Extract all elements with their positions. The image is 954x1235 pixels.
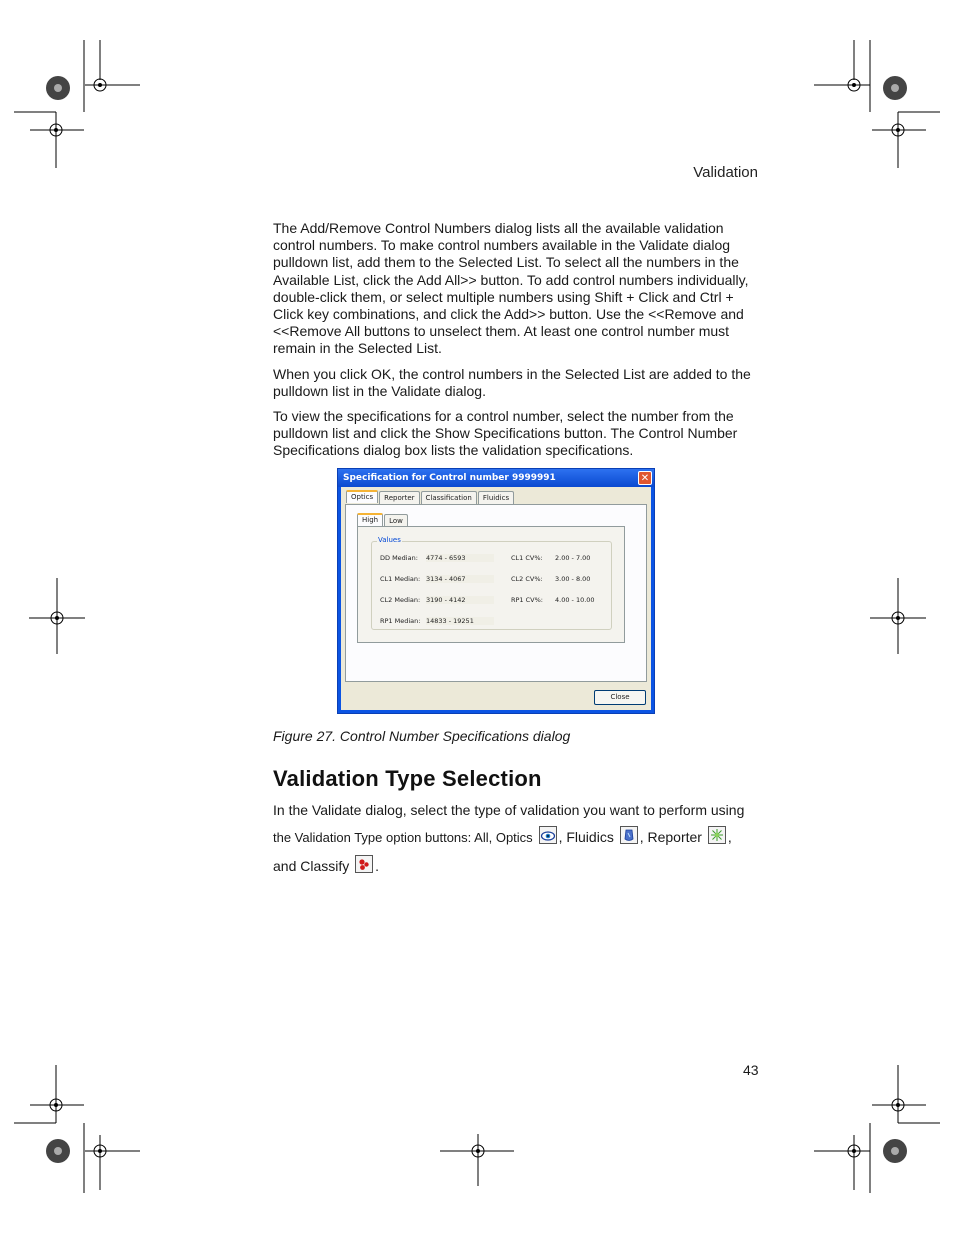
registration-mark-bottom-center — [438, 1130, 518, 1190]
high-tab-panel — [357, 526, 625, 643]
dd-median-value: 4774 - 6593 — [426, 554, 494, 562]
paragraph-view-specs: To view the specifications for a control number, select the number from the pulldown list and click the Show Specifications button. The Control Number Specifications dialog box lists the validation specifications. — [273, 408, 738, 459]
cl1-median-value: 3134 - 4067 — [426, 575, 494, 583]
fluidics-text: , Fluidics — [558, 828, 614, 845]
registration-mark-bottom-right — [800, 1065, 954, 1195]
tab-fluidics[interactable]: Fluidics — [478, 491, 514, 504]
dialog-body — [341, 487, 651, 710]
eye-icon — [539, 826, 557, 844]
section-line-3 — [273, 852, 763, 881]
values-group-label: Values — [378, 535, 401, 544]
registration-mark-top-right — [800, 40, 954, 170]
cl2-median-value: 3190 - 4142 — [426, 596, 494, 604]
rp1-median-value: 14833 - 19251 — [426, 617, 494, 625]
classify-beads-icon — [355, 855, 373, 873]
cl1-median-row — [380, 574, 466, 583]
paragraph-click-ok: When you click OK, the control numbers in the Selected List are added to the pulldown list in the Validate dialog. — [273, 365, 751, 399]
validation-type-text — [273, 802, 763, 881]
fluidics-drop-icon — [620, 826, 638, 844]
subtab-low[interactable]: Low — [384, 514, 408, 527]
reporter-burst-icon — [708, 826, 726, 844]
cl1-median-label: CL1 Median: — [380, 574, 421, 583]
registration-mark-bottom-left — [0, 1065, 160, 1195]
page-number: 43 — [743, 1062, 759, 1078]
reporter-text: , Reporter — [639, 828, 702, 845]
cl2-median-row — [380, 595, 466, 604]
cl2-median-label: CL2 Median: — [380, 595, 421, 604]
page-content — [273, 220, 763, 881]
registration-mark-mid-left — [25, 578, 95, 658]
cl2-cv-label: CL2 CV%: — [511, 574, 543, 583]
subtab-high[interactable]: High — [357, 513, 383, 526]
section-line-2-start: the Validation Type option buttons: All, Optics — [273, 829, 533, 845]
rp1-cv-value: 4.00 - 10.00 — [555, 595, 595, 604]
cl1-cv-row — [511, 553, 591, 562]
cl2-cv-value: 3.00 - 8.00 — [555, 574, 591, 583]
cl1-cv-value: 2.00 - 7.00 — [555, 553, 591, 562]
tab-optics[interactable]: Optics — [346, 490, 378, 503]
tab-classification[interactable]: Classification — [421, 491, 477, 504]
dd-median-label: DD Median: — [380, 553, 418, 562]
dialog-tabs — [346, 491, 515, 504]
rp1-cv-row — [511, 595, 595, 604]
cl2-cv-row — [511, 574, 591, 583]
dialog-title: Specification for Control number 9999991 — [338, 469, 654, 487]
paragraph-add-remove: The Add/Remove Control Numbers dialog lists all the available validation control numbers. To make control numbers available in the Validate dialog pulldown list, add them to the Selected List. To select all the numbers in the Available List, click the Add All>> button. To add control numbers individually, double-click them, or select multiple numbers using Shift + Click and Ctrl + Click key combinations, and click the Add>> button. Use the <<Remove and <<Remove All buttons to unselect them. At least one control number must remain in the Selected List. — [273, 220, 749, 357]
cl1-cv-label: CL1 CV%: — [511, 553, 543, 562]
running-header: Validation — [693, 164, 758, 181]
rp1-cv-label: RP1 CV%: — [511, 595, 543, 604]
spec-dialog-screenshot — [337, 468, 655, 714]
period-text: . — [375, 857, 380, 874]
dd-median-row — [380, 553, 466, 562]
rp1-median-label: RP1 Median: — [380, 616, 421, 625]
comma-text: , — [727, 828, 732, 845]
section-line-1: In the Validate dialog, select the type of validation you want to perform using — [273, 801, 745, 818]
optics-tab-panel — [345, 504, 647, 682]
rp1-median-row — [380, 616, 474, 625]
registration-mark-mid-right — [866, 578, 936, 658]
values-groupbox — [371, 535, 612, 630]
tab-reporter[interactable]: Reporter — [379, 491, 419, 504]
figure-caption: Figure 27. Control Number Specifications dialog — [273, 727, 571, 744]
section-line-3-start: and Classify — [273, 857, 350, 874]
section-title: Validation Type Selection — [273, 765, 542, 791]
registration-mark-top-left — [0, 40, 160, 170]
close-button[interactable]: Close — [594, 690, 646, 705]
dialog-close-icon[interactable]: ✕ — [638, 471, 652, 485]
section-line-2 — [273, 823, 763, 852]
